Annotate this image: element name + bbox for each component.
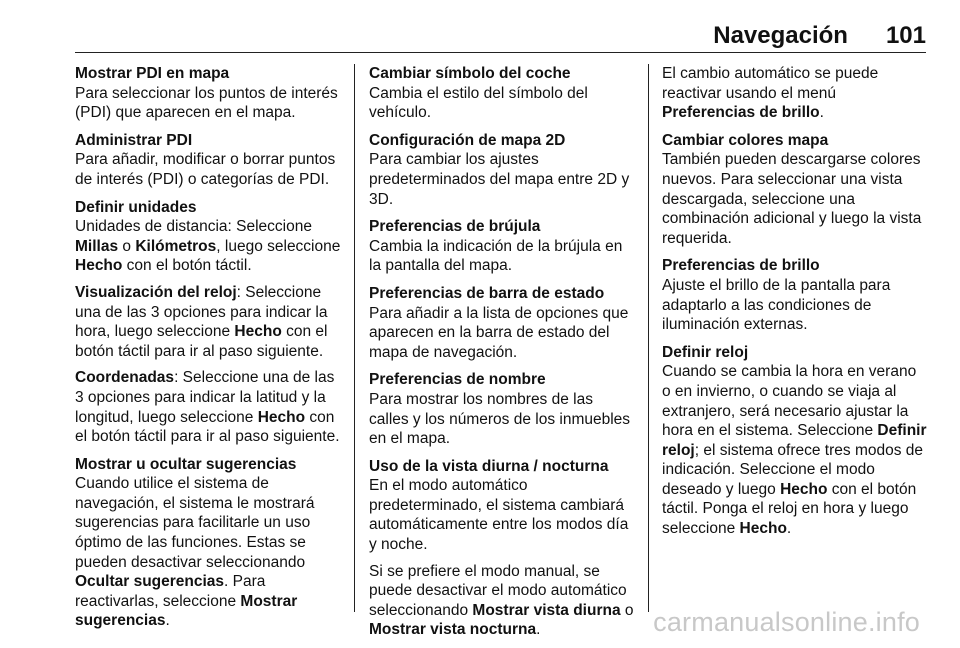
section-heading: Uso de la vista diurna / nocturna — [369, 457, 609, 475]
section-text: Cuando utilice el sistema de navegación, el sistema le mostrará sugerencias para facilitarle un uso óptimo de las funciones. Estas se pueden desactivar seleccionando Ocultar sugerencias. Para reactivarlas, seleccione Mostrar sugerencias. — [75, 475, 315, 630]
section-simbolo-coche — [369, 64, 635, 123]
watermark: carmanualsonline.info — [653, 607, 920, 637]
section-text: Para añadir, modificar o borrar puntos de interés (PDI) o categorías de PDI. — [75, 151, 336, 188]
section-text: Para mostrar los nombres de las calles y los números de los inmuebles en el mapa. — [369, 390, 631, 448]
paragraph-manual-mode: Si se prefiere el modo manual, se puede desactivar el modo automático seleccionando Mostrar vista diurna o Mostrar vista nocturna. — [369, 562, 634, 639]
paragraph-coordinates: Coordenadas: Seleccione una de las 3 opciones para indicar la latitud y la longitud, luego seleccione Hecho con el botón táctil para ir al paso siguiente. — [75, 369, 340, 446]
section-vista-diurna-nocturna — [369, 457, 635, 640]
section-heading: Preferencias de brillo — [662, 257, 820, 275]
section-text: Cambia la indicación de la brújula en la pantalla del mapa. — [369, 237, 623, 275]
section-barra-estado — [369, 284, 635, 362]
section-sugerencias — [75, 455, 345, 631]
page-number: 101 — [885, 22, 926, 49]
section-continuation — [662, 64, 928, 123]
section-text: Para añadir a la lista de opciones que aparecen en la barra de estado del mapa de navegación. — [369, 304, 629, 361]
section-text: También pueden descargarse colores nuevos. Para seleccionar una vista descargada, seleccione una combinación adicional y luego la vista requerida. — [662, 151, 922, 247]
section-title: Navegación — [713, 22, 848, 49]
column-1 — [75, 64, 345, 639]
section-heading: Definir unidades — [75, 198, 197, 216]
section-administrar-pdi — [75, 131, 345, 190]
section-text: Ajuste el brillo de la pantalla para adaptarlo a las condiciones de iluminación externas. — [662, 276, 891, 334]
section-colores-mapa — [662, 131, 928, 249]
section-heading: Cambiar símbolo del coche — [369, 65, 571, 82]
section-heading: Preferencias de nombre — [369, 371, 546, 389]
section-heading: Definir reloj — [662, 343, 749, 361]
section-nombre — [369, 370, 635, 448]
column-3 — [662, 64, 928, 547]
section-brujula — [369, 217, 635, 276]
section-heading: Mostrar PDI en mapa — [75, 65, 230, 82]
section-heading: Configuración de mapa 2D — [369, 131, 566, 149]
section-mostrar-pdi — [75, 64, 345, 123]
section-text: Cuando se cambia la hora en verano o en invierno, o cuando se viaja al extranjero, será necesario ajustar la hora en el sistema. Seleccione Definir reloj; el sistema ofrece tres modos de indicación. Seleccione el modo deseado y luego Hecho con el botón táctil. Ponga el reloj en hora y luego seleccione Hecho. — [662, 363, 927, 538]
paragraph-clock-display: Visualización del reloj: Seleccione una de las 3 opciones para indicar la hora, luego seleccione Hecho con el botón táctil para ir al paso siguiente. — [75, 283, 328, 360]
section-heading: Administrar PDI — [75, 131, 193, 149]
page-header — [713, 22, 926, 50]
section-heading: Cambiar colores mapa — [662, 131, 829, 149]
paragraph-distance-units: Unidades de distancia: Seleccione Millas o Kilómetros, luego seleccione Hecho con el botón táctil. — [75, 218, 341, 275]
column-divider-2 — [648, 64, 649, 612]
paragraph-auto-mode: En el modo automático predeterminado, el sistema cambiará automáticamente entre los modos día y noche. — [369, 477, 629, 554]
section-definir-unidades — [75, 198, 345, 447]
section-text: Para seleccionar los puntos de interés (PDI) que aparecen en el mapa. — [75, 84, 338, 122]
section-text: Cambia el estilo del símbolo del vehículo. — [369, 84, 588, 122]
column-divider-1 — [354, 64, 355, 612]
section-heading: Preferencias de brújula — [369, 218, 541, 236]
section-text: El cambio automático se puede reactivar usando el menú Preferencias de brillo. — [662, 65, 879, 122]
header-divider — [75, 52, 926, 53]
column-2 — [369, 64, 635, 648]
section-brillo — [662, 256, 928, 334]
section-text: Para cambiar los ajustes predeterminados del mapa entre 2D y 3D. — [369, 151, 630, 208]
section-heading: Preferencias de barra de estado — [369, 284, 605, 302]
section-heading: Mostrar u ocultar sugerencias — [75, 455, 297, 473]
section-definir-reloj — [662, 343, 928, 539]
section-mapa-2d — [369, 131, 635, 209]
